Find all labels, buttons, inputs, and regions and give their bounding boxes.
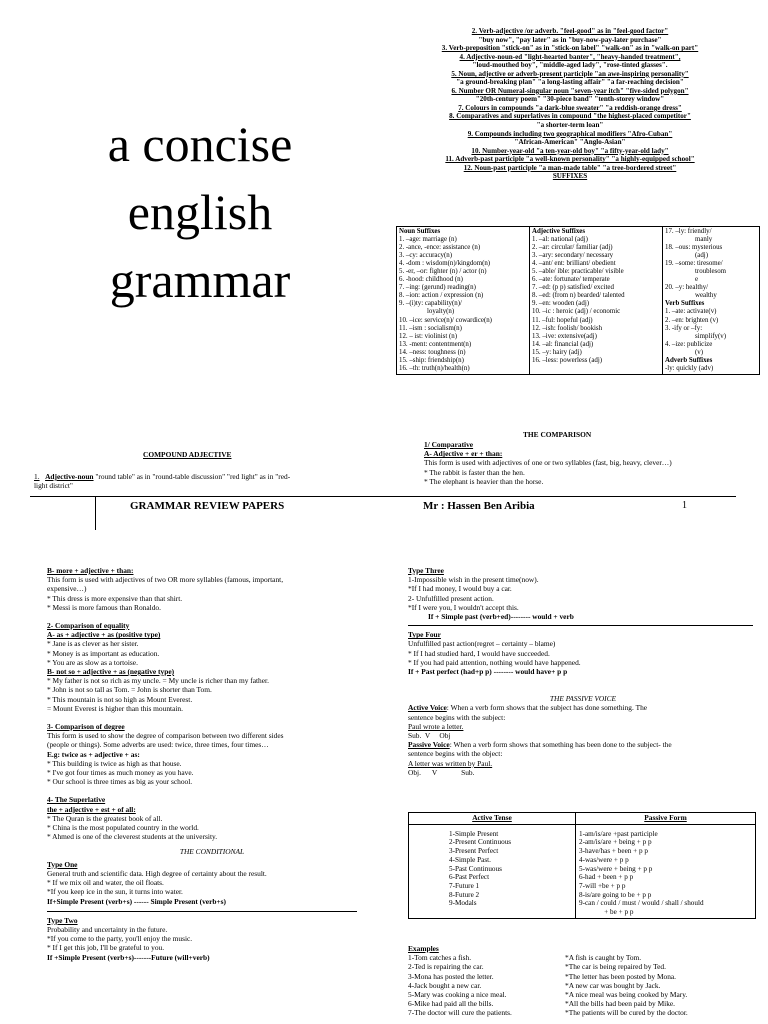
comparison-block — [424, 440, 764, 486]
list-item: 11. –ism : socialism(n) — [399, 324, 462, 332]
list-item: 4-was/were + p p — [579, 855, 629, 864]
section-subheading: 4- The Superlative — [47, 795, 106, 805]
list-item: 16. –less: powerless (adj) — [532, 356, 603, 364]
text-line: * This dress is more expensive than that shirt. — [47, 593, 183, 603]
text-line: * Messi is more famous than Ronaldo. — [47, 602, 161, 612]
list-item: 18. –ous: mysterious — [665, 244, 723, 252]
term-label: Passive Voice — [408, 740, 450, 750]
list-item: 2-Present Continuous — [449, 838, 512, 847]
text-line: * John is not so tall as Tom. = John is shorter than Tom. — [47, 685, 212, 695]
list-item: 3. Verb-preposition "stick-on" as in "stick-on label" "walk-on" as in "walk-on part" — [441, 44, 699, 53]
list-item: 2. –ar: circular/ familiar (adj) — [532, 244, 613, 252]
passive-voice-heading: THE PASSIVE VOICE — [549, 694, 617, 704]
list-item: 4. -dom : wisdom(n)/kingdom(n) — [399, 260, 491, 268]
text-line: This form is used with adjectives of two OR more syllables (famous, important, — [47, 575, 284, 585]
list-item: 14. –ness: toughness (n) — [399, 348, 466, 356]
example-sentence: Paul wrote a letter. — [408, 721, 464, 731]
passive-form-cell — [576, 824, 756, 918]
list-item: 1-Simple Present — [449, 829, 499, 838]
text-line: : When a verb form shows that something has been done to the subject- the — [449, 740, 672, 750]
text-line: Unfulfilled past action(regret – certainty – blame) — [408, 639, 556, 649]
rule: B- not so + adjective + as (negative type) — [47, 667, 175, 677]
text-line: *If you come to the party, you'll enjoy the music. — [47, 934, 193, 944]
list-item: -ly: quickly (adv) — [665, 364, 714, 372]
text-line: 1-Impossible wish in the present time(now). — [408, 575, 539, 585]
text-line: * The rabbit is faster than the hen. — [424, 467, 525, 477]
adjective-suffix-column — [530, 227, 663, 375]
list-item: 8. Comparatives and superlatives in compound "the highest-placed competitor" — [449, 112, 691, 121]
list-item: 2-am/is/are + being + p p — [579, 838, 652, 847]
left-column — [47, 566, 377, 962]
list-item: simplify(v) — [695, 332, 727, 340]
list-item: 7. –ed: (p p) satisfied/ excited — [532, 284, 614, 292]
list-item: 9. –en: wooden (adj) — [532, 300, 590, 308]
text-line: = Mount Everest is higher than this mountain. — [47, 703, 183, 713]
list-item: 3. –cy: accuracy(n) — [399, 252, 452, 260]
list-item: 8-is/are going to be + p p — [579, 890, 652, 899]
compound-types-list — [380, 27, 760, 181]
rule-label: Adjective-noun — [45, 472, 94, 481]
list-item: (adj) — [695, 252, 709, 260]
list-item: 15. –ship: friendship(n) — [399, 356, 464, 364]
title-line: a concise — [107, 116, 293, 172]
list-item: 9. Compounds including two geographical modifiers "Afro-Cuban" — [467, 129, 673, 138]
list-item: 9. –(i)ty: capability(n)/ — [399, 300, 462, 308]
text-line: * If we mix oil and water, the oil floats. — [47, 878, 164, 888]
tense-table — [408, 812, 756, 919]
list-item: 10. –ic : heroic (adj) / economic — [532, 308, 621, 316]
list-item: 3-have/has + been + p p — [579, 847, 648, 856]
list-item: 3. –ary: secondary/ necessary — [532, 252, 614, 260]
text-line: * This building is twice as high as that house. — [47, 758, 182, 768]
list-item: "buy now", "pay later" as in "buy-now-pay-later purchase" — [478, 35, 662, 44]
comparison-heading: THE COMPARISON — [523, 430, 592, 439]
rule: B- more + adjective + than: — [47, 566, 134, 575]
rule: If+Simple Present (verb+s) ------ Simple Present (verb+s) — [47, 896, 227, 906]
text-line: * The elephant is heavier than the horse. — [424, 476, 544, 486]
text-line: * My father is not so rich as my uncle. = My uncle is richer than my father. — [47, 676, 269, 686]
list-item: e — [695, 276, 699, 284]
text-line: 2- Unfulfilled present action. — [408, 593, 494, 603]
list-item: 7-The doctor will cure the patients. — [408, 1008, 512, 1018]
column-header: Adverb Suffixes — [665, 356, 713, 364]
list-item: "African-American" "Anglo-Asian" — [514, 138, 626, 147]
list-item: 2. -ance, -ence: assistance (n) — [399, 244, 481, 252]
section-subheading: 1/ Comparative — [424, 440, 474, 449]
list-item: *The car is being repaired by Ted. — [565, 962, 666, 972]
section-subheading: Type Two — [47, 915, 78, 925]
list-item: 12. –ish: foolish/ bookish — [532, 324, 603, 332]
column-header: Active Tense — [409, 813, 576, 825]
list-item: 1. –ate: activate(v) — [665, 308, 717, 316]
list-item: 20. –y: healthy/ — [665, 284, 709, 292]
list-item: 11. –ful: hopeful (adj) — [532, 316, 593, 324]
page-header-title: GRAMMAR REVIEW PAPERS — [130, 500, 285, 512]
list-item: 19. –some: tiresome/ — [665, 260, 723, 268]
list-item: 5-Mary was cooking a nice meal. — [408, 990, 507, 1000]
section-subheading: Type Three — [408, 566, 444, 575]
column-header: Verb Suffixes — [665, 300, 705, 308]
rule: A- Adjective + er + than: — [424, 449, 503, 459]
sentence-parts: Obj. V Sub. — [408, 767, 475, 777]
list-item: 10. –ice: service(n)/ cowardice(n) — [399, 316, 492, 324]
text-line: * Ahmed is one of the cleverest students at the university. — [47, 832, 218, 842]
list-item: 2. –en: brighten (v) — [665, 316, 719, 324]
active-examples — [408, 953, 565, 1017]
passive-examples — [408, 944, 758, 1018]
divider — [95, 496, 96, 530]
list-item: 5. –able/ ible: practicable/ visible — [532, 268, 624, 276]
list-item: 13. –ive: extensive(adj) — [532, 332, 597, 340]
text-line: * This mountain is not so high as Mount Everest. — [47, 694, 193, 704]
example-text: light district" — [34, 481, 73, 491]
page-author: Mr : Hassen Ben Aribia — [423, 500, 535, 512]
example-sentence: A letter was written by Paul. — [408, 758, 493, 768]
list-item: "a ground-breaking plan" "a long-lasting affair" "a far-reaching decision" — [456, 78, 684, 87]
text-line: : When a verb form shows that the subject has done something. The — [446, 703, 648, 713]
list-item: "20th-century poem" "30-piece band" "tenth-storey window" — [475, 95, 665, 104]
list-number: 1. — [34, 472, 40, 481]
list-item: 12. – ist: violinist (n) — [399, 332, 457, 340]
rule: If + Past perfect (had+p p) -------- would have+ p p — [408, 667, 568, 677]
list-item: + be + p p — [579, 908, 634, 917]
column-header: Noun Suffixes — [399, 228, 441, 235]
list-item: 4. –ant/ ent: brilliant/ obedient — [532, 260, 616, 268]
text-line: sentence begins with the object: — [408, 749, 503, 759]
text-line: *If I had money, I would buy a car. — [408, 584, 512, 594]
list-item: wealthy — [695, 292, 717, 300]
list-item: 1-Tom catches a fish. — [408, 953, 472, 963]
example-text: "round table" as in "round-table discussion" "red light" as in "red- — [95, 472, 291, 481]
verb-adverb-suffix-column — [663, 227, 760, 375]
list-item: 15. –y: hairy (adj) — [532, 348, 582, 356]
list-item: "a shorter-term loan" — [536, 121, 604, 130]
list-item: 6. –ate: fortunate/ temperate — [532, 276, 610, 284]
list-item: 2. Verb-adjective /or adverb. "feel-good" as in "feel-good factor" — [471, 27, 669, 35]
list-item: *The letter has been posted by Mona. — [565, 971, 677, 981]
section-subheading: Type One — [47, 859, 78, 869]
rule: A- as + adjective + as (positive type) — [47, 630, 161, 640]
list-item: 7. –ing: (gerund) reading(n) — [399, 284, 476, 292]
active-tense-cell — [409, 824, 576, 918]
rule: the + adjective + est + of all: — [47, 804, 136, 814]
list-item: 2-Ted is repairing the car. — [408, 962, 484, 972]
list-item: 6-Mike had paid all the bills. — [408, 999, 494, 1009]
list-item: 8. –ion: action / expression (n) — [399, 292, 484, 300]
page-number: 1 — [682, 500, 687, 511]
suffixes-heading: SUFFIXES — [552, 172, 588, 181]
rule: If + Simple past (verb+ed)-------- would + verb — [428, 612, 574, 622]
list-item: 5. Noun, adjective or adverb-present participle "an awe-inspiring personality" — [451, 69, 689, 78]
section-subheading: 2- Comparison of equality — [47, 621, 130, 631]
list-item: 1. –age: marriage (n) — [399, 236, 457, 244]
text-line: * If I get this job, I'll be grateful to you. — [47, 943, 165, 953]
list-item: loyalty(n) — [427, 308, 455, 316]
list-item: 4. Adjective-noun-ed "light-hearted banter", "heavy-handed treatment", — [459, 52, 681, 61]
list-item: 5. -er, –or: fighter (n) / actor (n) — [399, 268, 487, 276]
right-column — [408, 566, 758, 777]
compound-adjective-example — [34, 472, 374, 490]
list-item: (v) — [695, 348, 704, 356]
text-line: * Our school is three times as big as your school. — [47, 777, 193, 787]
text-line: * Jane is as clever as her sister. — [47, 639, 139, 649]
text-line: * You are as slow as a tortoise. — [47, 657, 138, 667]
title-line: grammar — [109, 252, 291, 308]
list-item: 1-am/is/are +past participle — [579, 829, 658, 838]
list-item: 3-Present Perfect — [449, 847, 499, 856]
compound-adjective-heading: COMPOUND ADJECTIVE — [143, 450, 232, 459]
text-line: expensive…) — [47, 584, 87, 594]
list-item: 1. –al: national (adj) — [532, 236, 588, 244]
title-line: english — [127, 184, 273, 240]
list-item: 13. -ment: contentment(n) — [399, 340, 472, 348]
list-item: 8-Future 2 — [449, 890, 480, 899]
list-item: 7-will +be + p p — [579, 881, 626, 890]
list-item: *A fish is caught by Tom. — [565, 953, 642, 963]
text-line: (people or things). Some adverbs are used: twice, three times, four times… — [47, 740, 269, 750]
column-header: Adjective Suffixes — [532, 228, 586, 235]
text-line: *If I were you, I wouldn't accept this. — [408, 602, 519, 612]
list-item: 11. Adverb-past participle "a well-known personality" "a highly-equipped school" — [445, 155, 695, 164]
list-item: 5-was/were + being + p p — [579, 864, 653, 873]
rule: If +Simple Present (verb+s)-------Future (will+verb) — [47, 952, 210, 962]
text-line: sentence begins with the subject: — [408, 712, 506, 722]
list-item: *All the bills had been paid by Mike. — [565, 999, 676, 1009]
section-subheading: Type Four — [408, 630, 441, 640]
list-item: *A new car was bought by Jack. — [565, 980, 661, 990]
list-item: 16. –th: truth(n)/health(n) — [399, 364, 470, 372]
conditional-heading: THE CONDITIONAL — [179, 847, 245, 857]
divider — [30, 496, 736, 497]
list-item: 14. –al: financial (adj) — [532, 340, 594, 348]
text-line: * If you had paid attention, nothing would have happened. — [408, 657, 581, 667]
text-line: * China is the most populated country in the world. — [47, 823, 199, 833]
list-item: 7. Colours in compounds "a dark-blue sweater" "a reddish-orange dress" — [458, 103, 682, 112]
text-line: * Money is as important as education. — [47, 648, 160, 658]
list-item: 8. –ed: (from n) bearded/ talented — [532, 292, 625, 300]
text-line: This form is used to show the degree of comparison between two different sides — [47, 731, 284, 741]
list-item: 7-Future 1 — [449, 881, 480, 890]
text-line: *If you keep ice in the sun, it turns into water. — [47, 887, 183, 897]
text-line: Probability and uncertainty in the future. — [47, 924, 168, 934]
list-item: 9-can / could / must / would / shall / should — [579, 899, 704, 908]
text-line: This form is used with adjectives of one or two syllables (fast, big, heavy, clever…) — [424, 458, 672, 468]
text-line: General truth and scientific data. High degree of certainty about the result. — [47, 868, 267, 878]
list-item: 17. –ly: friendly/ — [665, 228, 712, 235]
list-item: 4-Jack bought a new car. — [408, 980, 482, 990]
book-title — [70, 110, 330, 314]
sentence-parts: Sub. V Obj — [408, 731, 451, 741]
column-header: Passive Form — [576, 813, 756, 825]
list-item: 3-Mona has posted the letter. — [408, 971, 494, 981]
list-item: 4. –ize: publicize — [665, 340, 713, 348]
text-line: * I've got four times as much money as you have. — [47, 768, 194, 778]
text-line: * The Quran is the greatest book of all. — [47, 813, 163, 823]
list-item: 10. Number-year-old "a ten-year-old boy" "a fifty-year-old lady" — [471, 146, 669, 155]
rule: E.g: twice as + adjective + as: — [47, 749, 140, 759]
list-item: 6-Past Perfect — [449, 873, 490, 882]
suffix-table — [396, 226, 760, 375]
term-label: Active Voice — [408, 703, 447, 713]
list-item: 5-Past Continuous — [449, 864, 502, 873]
list-item: manly — [695, 236, 713, 244]
list-item: 6-had + been + p p — [579, 873, 634, 882]
list-item: 9-Modals — [449, 899, 477, 908]
text-line: * If I had studied hard, I would have succeeded. — [408, 648, 550, 658]
list-item: *The patients will be cured by the doctor. — [565, 1008, 688, 1018]
list-item: 3. -ify or –fy: — [665, 324, 703, 332]
list-item: *A nice meal was being cooked by Mary. — [565, 990, 688, 1000]
list-item: 12. Noun-past participle "a man-made table" "a tree-bordered street" — [463, 163, 677, 172]
passive-examples-list — [565, 953, 688, 1017]
section-subheading: 3- Comparison of degree — [47, 722, 125, 732]
section-subheading: Examples — [408, 944, 439, 953]
list-item: 4-Simple Past. — [449, 855, 491, 864]
list-item: 6. Number OR Numeral-singular noun "seven-year itch" "five-sided polygon" — [451, 86, 689, 95]
list-item: troublesom — [695, 268, 727, 276]
list-item: 6. -hood: childhood (n) — [399, 276, 463, 284]
noun-suffix-column — [397, 227, 530, 375]
list-item: "loud-mouthed boy", "middle-aged lady", "rose-tinted glasses". — [472, 61, 668, 70]
